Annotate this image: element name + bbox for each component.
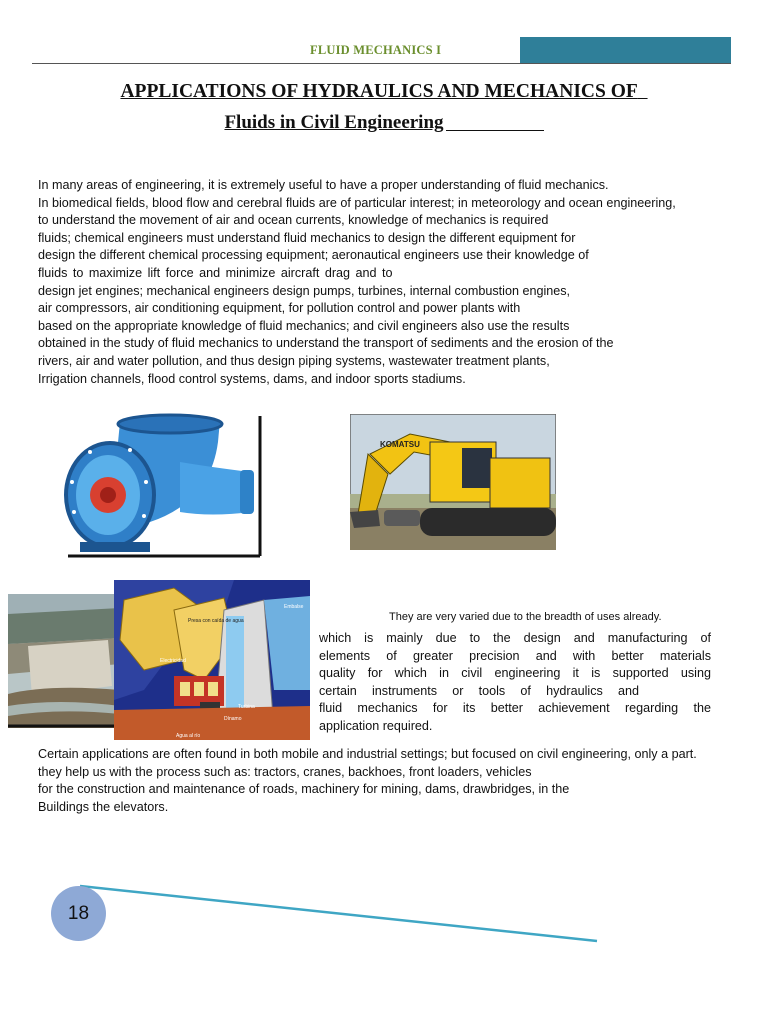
closing-paragraph [38, 746, 697, 816]
text-line: Buildings the elevators. [38, 799, 169, 814]
diagram-label-embalse: Embalse [284, 604, 304, 610]
diagram-label-agua: Agua al río [176, 733, 201, 739]
side-paragraph [319, 630, 711, 736]
diagram-label-electricidad: Electricidad [160, 658, 186, 664]
text-line: design the different chemical processing equipment; aeronautical engineers use their knowledge of [38, 248, 589, 263]
page-title-line2 [0, 112, 768, 134]
text-line: rivers, air and water pollution, and thus design piping systems, wastewater treatment plants, [38, 353, 550, 368]
text-line: to understand the movement of air and ocean currents, knowledge of mechanics is required [38, 213, 549, 228]
bullet-text: They are very varied due to the breadth of uses already. [389, 611, 662, 623]
excavator-image [350, 414, 556, 550]
footer-decorative-line [0, 870, 768, 960]
text-line: which is mainly due to the design and manufacturing of [319, 631, 711, 645]
text-line: fluids; chemical engineers must understand fluid mechanics to design the different equipment for [38, 230, 576, 245]
diagram-label-turbina: Turbina [238, 704, 255, 710]
text-line: obtained in the study of fluid mechanics to understand the transport of sediments and the erosion of the [38, 336, 614, 351]
text-line: design jet engines; mechanical engineers design pumps, turbines, internal combustion engines, [38, 283, 571, 298]
text-line: air compressors, air conditioning equipment, for pollution control and power plants with [38, 301, 521, 316]
diagram-label-dinamo: Dínamo [224, 716, 242, 722]
text-line: based on the appropriate knowledge of fluid mechanics; and civil engineers also use the results [38, 318, 570, 333]
running-header-title: FLUID MECHANICS I [310, 43, 442, 57]
header-accent-bar [520, 37, 731, 64]
text-line: fluids to maximize lift force and minimize aircraft drag and to [38, 265, 393, 280]
intro-paragraph [38, 177, 676, 388]
title-line2-text: Fluids in Civil Engineering [224, 112, 444, 133]
title-line1-text: APPLICATIONS OF HYDRAULICS AND MECHANICS OF [120, 81, 638, 102]
text-line: they help us with the process such as: tractors, cranes, backhoes, front loaders, vehicles [38, 764, 532, 779]
dam-diagram [114, 580, 310, 740]
page-title-line1 [0, 81, 768, 103]
text-line: certain instruments or tools of hydraulics and [319, 683, 639, 698]
text-line: application required. [319, 718, 433, 733]
text-line: In many areas of engineering, it is extremely useful to have a proper understanding of fluid mechanics. [38, 178, 609, 192]
text-line: Certain applications are often found in both mobile and industrial settings; but focused on civil engineering, only a part. [38, 747, 697, 761]
text-line: In biomedical fields, blood flow and cerebral fluids are of particular interest; in meteorology and ocean engineering, [38, 195, 676, 210]
text-line: quality for which in civil engineering it is supported using [319, 666, 711, 681]
pump-image [60, 412, 266, 560]
excavator-brand: KOMATSU [380, 440, 420, 449]
text-line: elements of greater precision and with better materials [319, 648, 711, 663]
diagram-label-presa: Presa con caída de agua [188, 618, 244, 624]
page-number: 18 [51, 886, 106, 941]
dam-photo [8, 594, 120, 728]
text-line: fluid mechanics for its better achievement regarding the [319, 701, 711, 716]
header-rule [32, 63, 731, 64]
text-line: for the construction and maintenance of roads, machinery for mining, dams, drawbridges, in the [38, 782, 570, 797]
text-line: Irrigation channels, flood control systems, dams, and indoor sports stadiums. [38, 371, 466, 386]
